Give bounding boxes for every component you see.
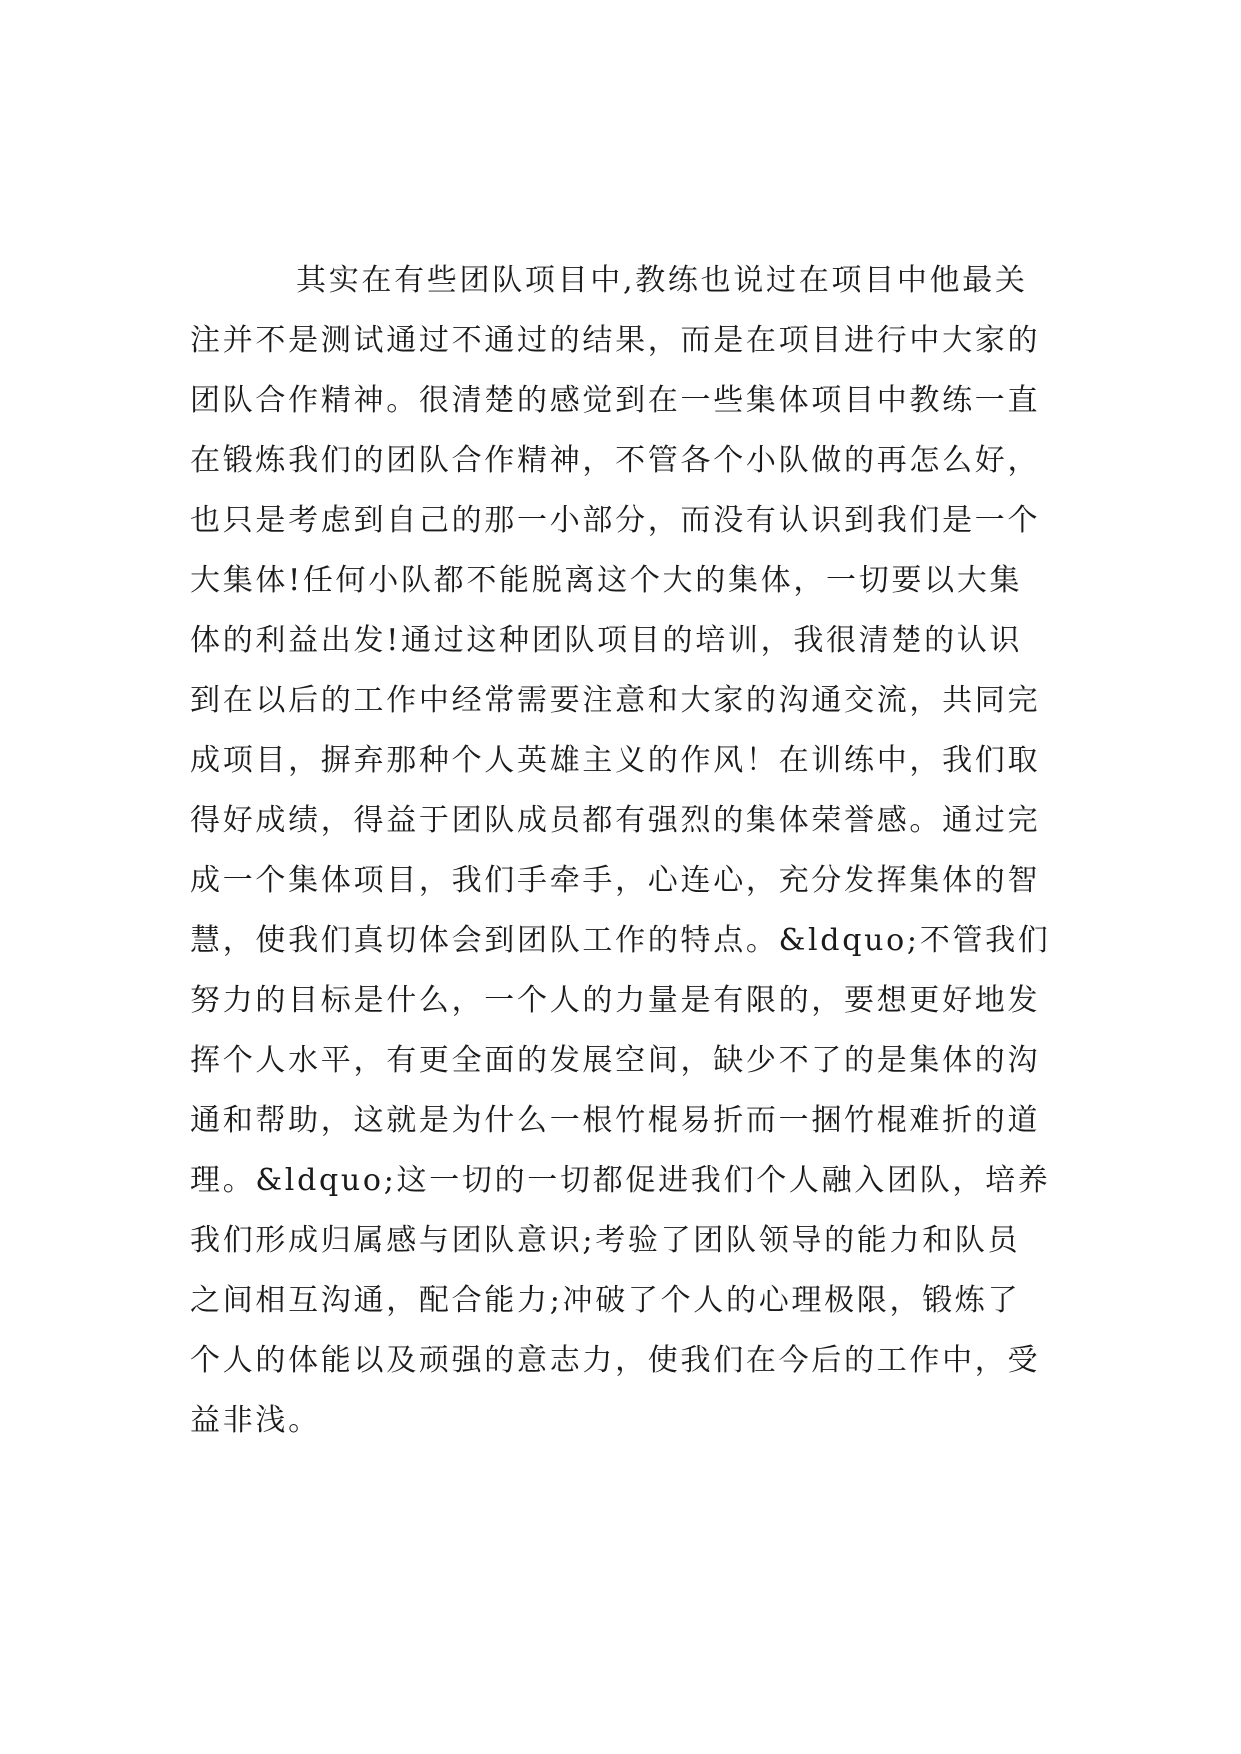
paragraph-line: 个人的体能以及顽强的意志力，使我们在今后的工作中，受 <box>190 1343 1041 1378</box>
paragraph-line: 挥个人水平，有更全面的发展空间，缺少不了的是集体的沟 <box>190 1043 1041 1078</box>
paragraph-line: 成一个集体项目，我们手牵手，心连心，充分发挥集体的智 <box>190 863 1041 898</box>
paragraph-line: 大集体!任何小队都不能脱离这个大的集体，一切要以大集 <box>190 563 1023 598</box>
paragraph-line: 益非浅。 <box>190 1403 321 1438</box>
paragraph-line: 成项目，摒弃那种个人英雄主义的作风！在训练中，我们取 <box>190 743 1041 778</box>
paragraph-line: 得好成绩，得益于团队成员都有强烈的集体荣誉感。通过完 <box>190 803 1041 838</box>
paragraph-line: 其实在有些团队项目中,教练也说过在项目中他最关 <box>296 263 1028 298</box>
paragraph-line: 体的利益出发!通过这种团队项目的培训，我很清楚的认识 <box>190 623 1023 658</box>
paragraph-line: 理。&ldquo;这一切的一切都促进我们个人融入团队，培养 <box>190 1163 1051 1198</box>
paragraph-line: 我们形成归属感与团队意识;考验了团队领导的能力和队员 <box>190 1223 1021 1258</box>
paragraph-line: 到在以后的工作中经常需要注意和大家的沟通交流，共同完 <box>190 683 1041 718</box>
paragraph-line: 在锻炼我们的团队合作精神，不管各个小队做的再怎么好， <box>190 443 1041 478</box>
paragraph-line: 之间相互沟通，配合能力;冲破了个人的心理极限，锻炼了 <box>190 1283 1021 1318</box>
paragraph-line: 努力的目标是什么，一个人的力量是有限的，要想更好地发 <box>190 983 1041 1018</box>
paragraph-line: 注并不是测试通过不通过的结果，而是在项目进行中大家的 <box>190 323 1041 358</box>
paragraph-line: 也只是考虑到自己的那一小部分，而没有认识到我们是一个 <box>190 503 1041 538</box>
paragraph-line: 通和帮助，这就是为什么一根竹棍易折而一捆竹棍难折的道 <box>190 1103 1041 1138</box>
paragraph-line: 团队合作精神。很清楚的感觉到在一些集体项目中教练一直 <box>190 383 1041 418</box>
paragraph-line: 慧，使我们真切体会到团队工作的特点。&ldquo;不管我们 <box>190 923 1051 958</box>
body-paragraph <box>190 251 1070 1451</box>
